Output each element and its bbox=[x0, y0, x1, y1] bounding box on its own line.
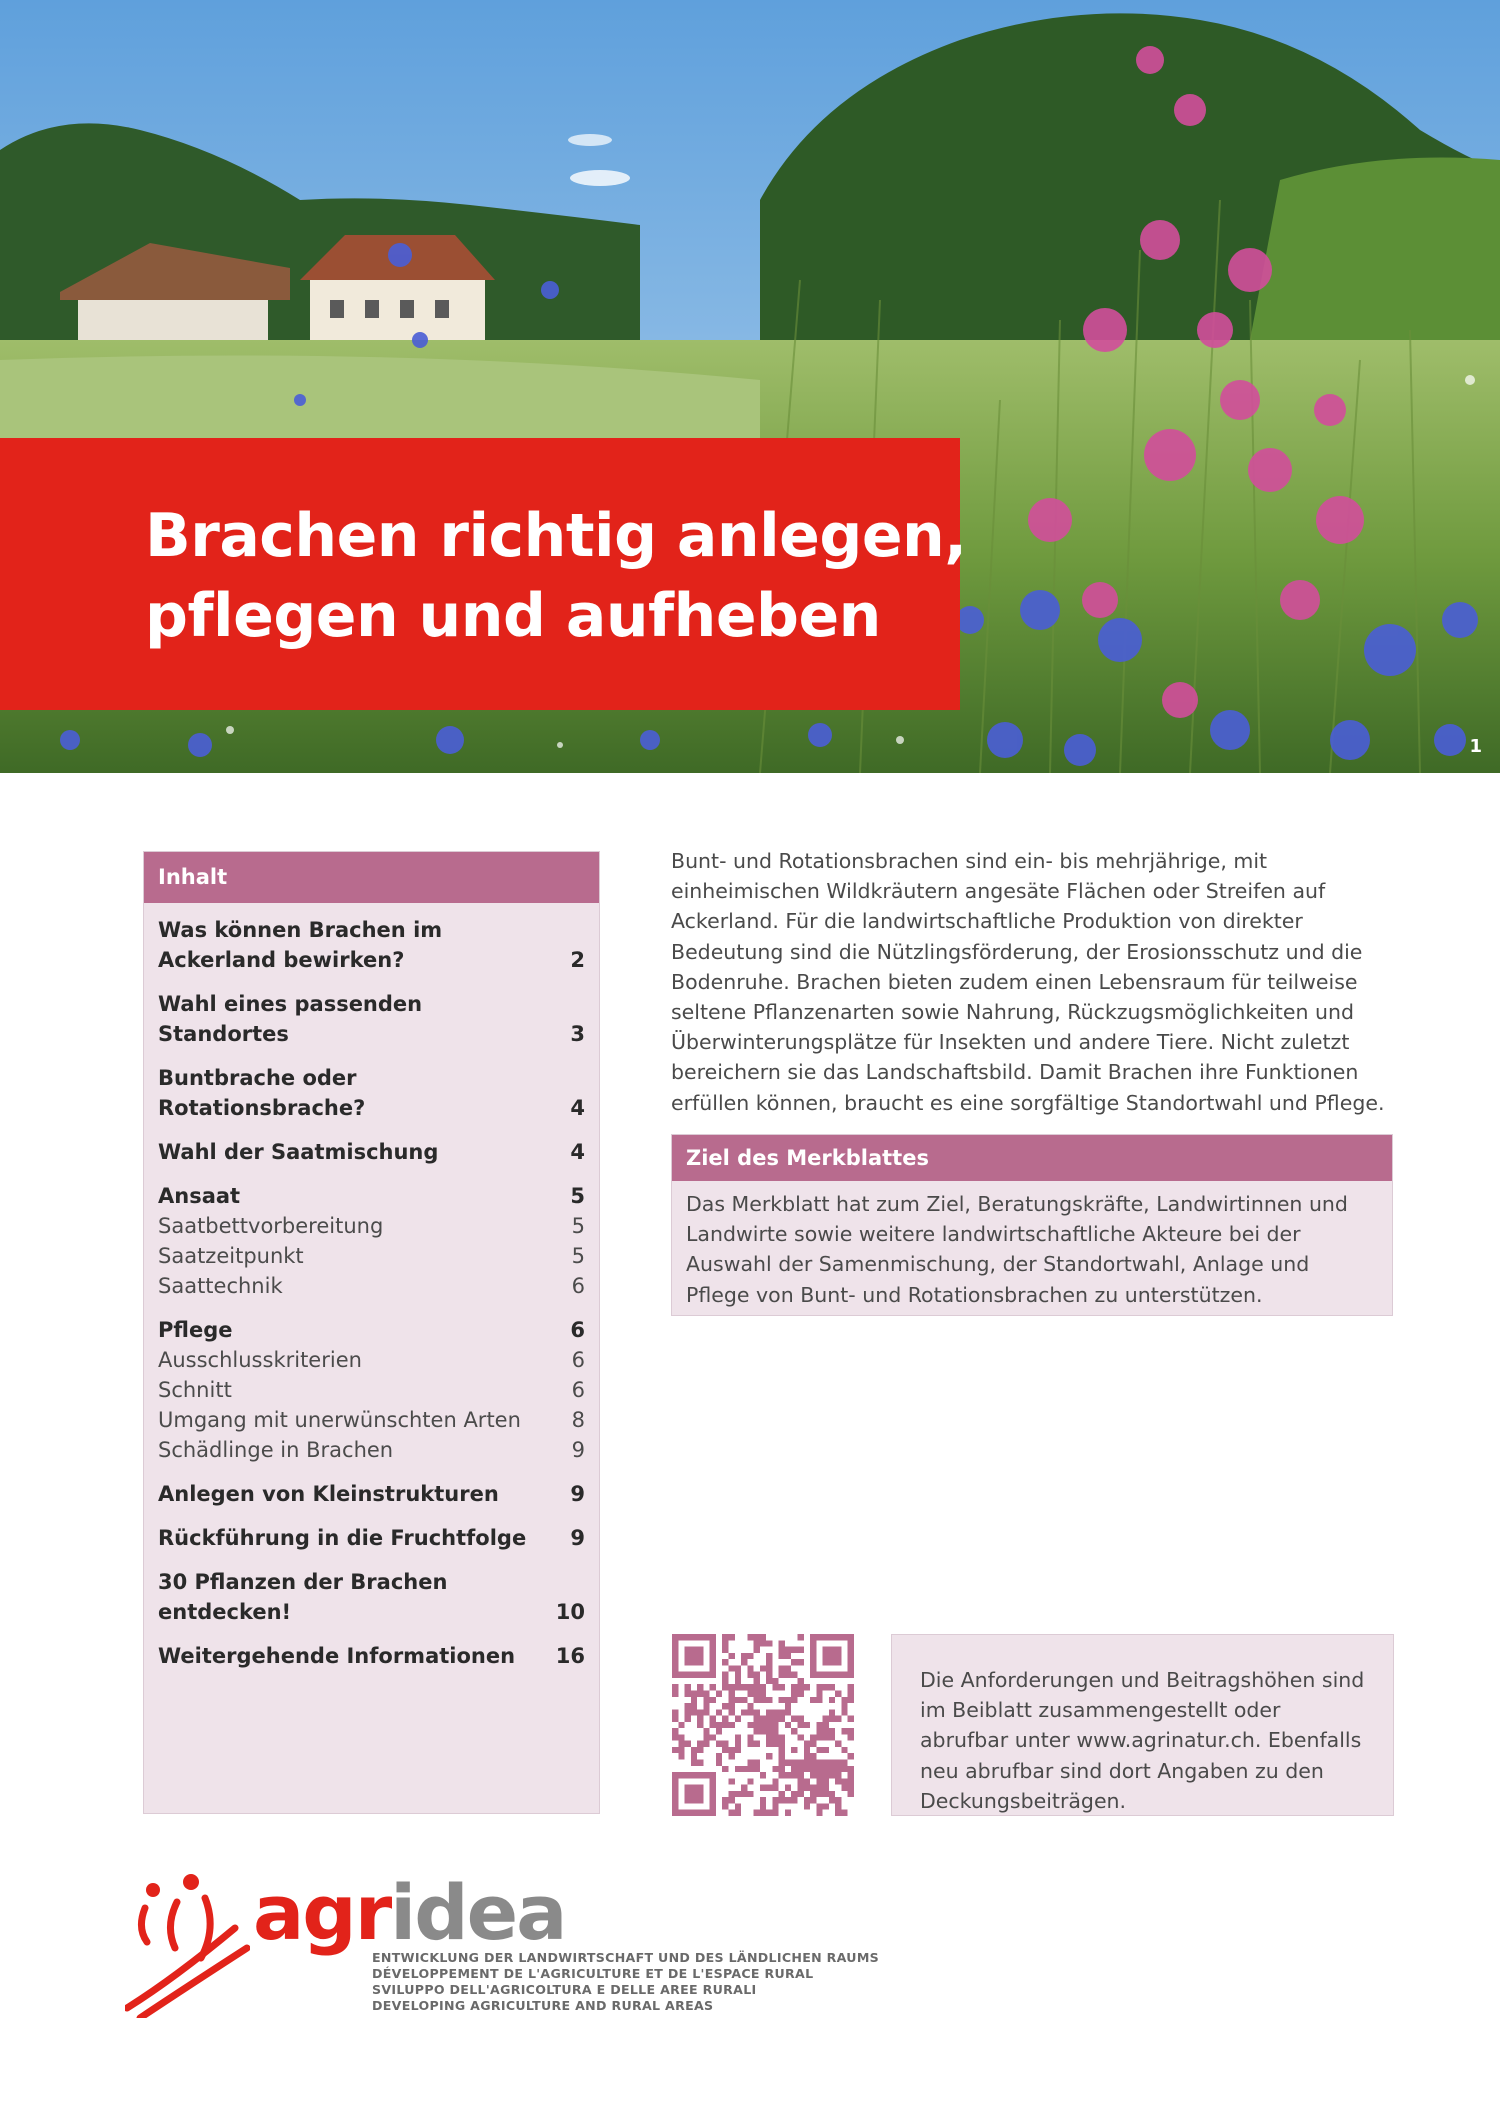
toc-entry-label: 30 Pflanzen der Brachen entdecken! bbox=[158, 1570, 448, 1624]
toc-entry-label: Saattechnik bbox=[158, 1274, 283, 1298]
toc-group bbox=[158, 1523, 585, 1553]
agridea-tagline bbox=[372, 1950, 879, 2014]
tagline-fr: DÉVELOPPEMENT DE L'AGRICULTURE ET DE L'ESPACE RURAL bbox=[372, 1966, 814, 1981]
toc-subentry[interactable] bbox=[158, 1211, 585, 1241]
toc-group bbox=[158, 915, 585, 975]
agridea-wordmark bbox=[253, 1868, 565, 1958]
toc-entry-page: 9 bbox=[571, 1438, 585, 1462]
toc-list bbox=[144, 903, 599, 1671]
toc-entry[interactable] bbox=[158, 1315, 585, 1345]
intro-paragraph: Bunt- und Rotationsbrachen sind ein- bis mehrjährige, mit einheimischen Wildkräutern angesäte Flächen oder Streifen auf Ackerland. Für die landwirtschaftliche Produktion von direkter Bedeutung sind die Nützlingsförderung, der Erosionsschutz und die Bodenruhe. Brachen bieten zudem einen Lebensraum für teilweise seltene Pflanzenarten sowie Nahrung, Rückzugsmöglichkeiten und Überwinterungsplätze für Insekten und andere Tiere. Nicht zuletzt bereichern sie das Landschaftsbild. Damit Brachen ihre Funktionen erfüllen können, braucht es eine sorgfältige Standortwahl und Pflege. bbox=[671, 849, 1385, 1115]
toc-group bbox=[158, 1063, 585, 1123]
toc-entry-label: Saatbettvorbereitung bbox=[158, 1214, 384, 1238]
toc-entry-label: Ausschlusskriterien bbox=[158, 1348, 362, 1372]
toc-entry-label: Rückführung in die Fruchtfolge bbox=[158, 1526, 527, 1550]
toc-subentry[interactable] bbox=[158, 1435, 585, 1465]
toc-entry[interactable] bbox=[158, 1063, 585, 1123]
toc-entry-label: Was können Brachen im Ackerland bewirken? bbox=[158, 918, 443, 972]
title-line-2: pflegen und aufheben bbox=[145, 581, 881, 651]
toc-entry[interactable] bbox=[158, 1567, 585, 1627]
document-title bbox=[145, 496, 967, 656]
wordmark-agr: agr bbox=[253, 1868, 391, 1957]
agridea-figures-icon bbox=[125, 1868, 250, 2018]
toc-entry[interactable] bbox=[158, 1641, 585, 1671]
toc-entry-page: 10 bbox=[555, 1600, 585, 1624]
toc-group bbox=[158, 989, 585, 1049]
table-of-contents bbox=[143, 851, 600, 1814]
note-box bbox=[891, 1634, 1394, 1816]
goal-text: Das Merkblatt hat zum Ziel, Beratungskräfte, Landwirtinnen und Landwirte sowie weitere landwirtschaftliche Akteure bei der Auswahl der Samenmischung, der Standortwahl, Anlage und Pflege von Bunt- und Rotationsbrachen zu unterstützen. bbox=[686, 1192, 1348, 1307]
toc-entry-page: 9 bbox=[570, 1482, 585, 1506]
toc-entry-page: 4 bbox=[570, 1140, 585, 1164]
toc-entry-page: 9 bbox=[570, 1526, 585, 1550]
toc-entry-label: Saatzeitpunkt bbox=[158, 1244, 304, 1268]
toc-entry-page: 6 bbox=[571, 1378, 585, 1402]
agridea-logo bbox=[125, 1868, 880, 2028]
toc-entry-label: Pflege bbox=[158, 1318, 233, 1342]
toc-entry[interactable] bbox=[158, 1137, 585, 1167]
toc-subentry[interactable] bbox=[158, 1271, 585, 1301]
toc-entry[interactable] bbox=[158, 1523, 585, 1553]
toc-group bbox=[158, 1137, 585, 1167]
toc-entry-label: Weitergehende Informationen bbox=[158, 1644, 516, 1668]
toc-entry-page: 6 bbox=[570, 1318, 585, 1342]
wordmark-idea: idea bbox=[390, 1868, 566, 1957]
toc-entry-label: Schnitt bbox=[158, 1378, 232, 1402]
toc-entry[interactable] bbox=[158, 989, 585, 1049]
toc-subentry[interactable] bbox=[158, 1375, 585, 1405]
toc-subentry[interactable] bbox=[158, 1345, 585, 1375]
goal-heading: Ziel des Merkblattes bbox=[672, 1135, 1392, 1181]
tagline-it: SVILUPPO DELL'AGRICOLTURA E DELLE AREE RURALI bbox=[372, 1982, 757, 1997]
toc-entry-page: 6 bbox=[571, 1348, 585, 1372]
toc-entry-page: 6 bbox=[571, 1274, 585, 1298]
toc-entry-label: Umgang mit unerwünschten Arten bbox=[158, 1408, 521, 1432]
toc-entry[interactable] bbox=[158, 1181, 585, 1211]
toc-entry-label: Buntbrache oder Rotationsbrache? bbox=[158, 1066, 366, 1120]
page-number: 1 bbox=[1469, 736, 1482, 757]
goal-box bbox=[671, 1134, 1393, 1316]
toc-entry-label: Wahl eines passenden Standortes bbox=[158, 992, 423, 1046]
toc-entry-page: 5 bbox=[570, 1184, 585, 1208]
toc-entry-label: Anlegen von Kleinstrukturen bbox=[158, 1482, 499, 1506]
hero-photo bbox=[0, 0, 1500, 773]
toc-entry-page: 3 bbox=[570, 1022, 585, 1046]
toc-entry-page: 5 bbox=[571, 1244, 585, 1268]
toc-entry-page: 5 bbox=[571, 1214, 585, 1238]
toc-subentry[interactable] bbox=[158, 1405, 585, 1435]
title-line-1: Brachen richtig anlegen, bbox=[145, 501, 967, 571]
toc-entry[interactable] bbox=[158, 915, 585, 975]
tagline-de: ENTWICKLUNG DER LANDWIRTSCHAFT UND DES LÄNDLICHEN RAUMS bbox=[372, 1950, 880, 1965]
toc-heading: Inhalt bbox=[144, 852, 599, 903]
title-banner bbox=[0, 438, 967, 710]
toc-entry-page: 8 bbox=[571, 1408, 585, 1432]
toc-entry-label: Ansaat bbox=[158, 1184, 241, 1208]
toc-group bbox=[158, 1479, 585, 1509]
toc-entry-label: Wahl der Saatmischung bbox=[158, 1140, 439, 1164]
toc-subentry[interactable] bbox=[158, 1241, 585, 1271]
toc-group bbox=[158, 1181, 585, 1301]
toc-group bbox=[158, 1641, 585, 1671]
qr-code[interactable] bbox=[671, 1634, 855, 1816]
toc-group bbox=[158, 1315, 585, 1465]
toc-group bbox=[158, 1567, 585, 1627]
toc-entry-page: 2 bbox=[570, 948, 585, 972]
toc-entry-page: 16 bbox=[555, 1644, 585, 1668]
note-text: Die Anforderungen und Beitragshöhen sind im Beiblatt zusammengestellt oder abrufbar unter www.agrinatur.ch. Ebenfalls neu abrufbar sind dort Angaben zu den Deckungsbeiträgen. bbox=[920, 1668, 1365, 1813]
toc-entry[interactable] bbox=[158, 1479, 585, 1509]
toc-entry-page: 4 bbox=[570, 1096, 585, 1120]
intro-section bbox=[671, 846, 1396, 1118]
tagline-en: DEVELOPING AGRICULTURE AND RURAL AREAS bbox=[372, 1998, 714, 2013]
toc-entry-label: Schädlinge in Brachen bbox=[158, 1438, 394, 1462]
